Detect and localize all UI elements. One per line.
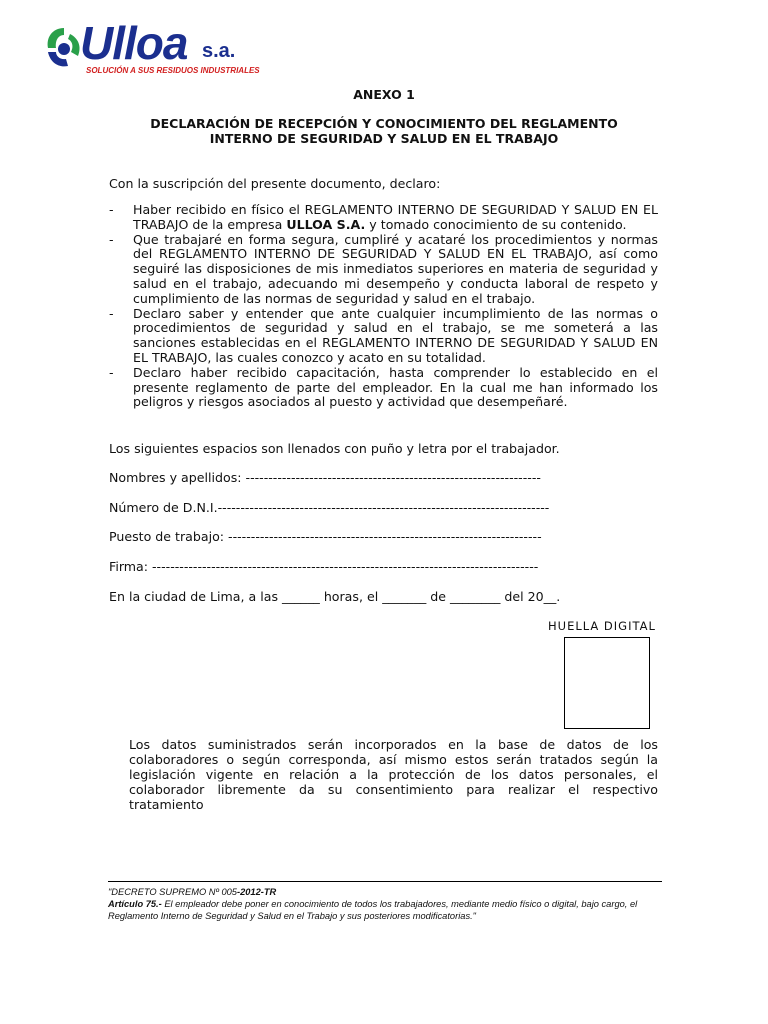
article-label: Artículo 75.- [108, 899, 162, 909]
footnote-decree [108, 887, 668, 899]
declaration-item [109, 233, 658, 307]
fingerprint-label: HUELLA DIGITAL [548, 619, 656, 633]
declaration-item [109, 203, 658, 233]
logo-suffix: s.a. [202, 40, 236, 62]
company-name: ULLOA S.A. [286, 216, 366, 232]
list-dash: - [109, 231, 114, 247]
list-dash: - [109, 364, 114, 380]
declaration-text: Declaro haber recibido capacitación, hasta comprender lo establecido en el presente reglamento de parte del empleador. En la cual me han informado los peligros y riesgos asociados al puesto y actividad que desempeñaré. [133, 364, 658, 410]
dni-field[interactable]: Número de D.N.I.------------------------------------------------------------------------- [109, 500, 550, 515]
decree-suffix: -2012-TR [236, 887, 277, 897]
document-title-line1: DECLARACIÓN DE RECEPCIÓN Y CONOCIMIENTO DEL REGLAMENTO [150, 116, 618, 131]
declaration-text: y tomado conocimiento de su contenido. [365, 216, 627, 232]
company-logo [44, 17, 260, 80]
names-field[interactable]: Nombres y apellidos: ----------------------------------------------------------------- [109, 470, 541, 485]
fingerprint-box[interactable] [564, 637, 650, 729]
footnote-article [108, 899, 668, 922]
declaration-item [109, 307, 658, 366]
annex-title: ANEXO 1 [353, 87, 415, 102]
data-protection-notice: Los datos suministrados serán incorporados en la base de datos de los colaboradores o según corresponda, así mismo estos serán tratados según la legislación vigente en relación a la protección de los datos personales, el colaborador libremente da su consentimiento para realizar el respectivo tratamiento [129, 737, 658, 812]
document-title-line2: INTERNO DE SEGURIDAD Y SALUD EN EL TRABAJO [209, 131, 559, 146]
position-field[interactable]: Puesto de trabajo: --------------------------------------------------------------------- [109, 529, 542, 544]
handwritten-instruction: Los siguientes espacios son llenados con puño y letra por el trabajador. [109, 441, 560, 456]
logo-wordmark: Ulloa [80, 17, 188, 69]
declaration-text: Que trabajaré en forma segura, cumpliré y acataré los procedimientos y normas del REGLAMENTO INTERNO DE SEGURIDAD Y SALUD EN EL TRABAJO, así como seguiré las disposiciones de mis inmediatos superiores en materia de seguridad y salud en el trabajo, adecuando mi desempeño y conducta laboral de respeto y cumplimiento de las normas de seguridad y salud en el trabajo. [133, 231, 658, 306]
list-dash: - [109, 202, 114, 217]
decree-prefix: "DECRETO SUPREMO Nº 005 [108, 887, 237, 897]
footnote-divider [108, 881, 662, 882]
city-date-field[interactable]: En la ciudad de Lima, a las ______ horas, el _______ de ________ del 20__. [109, 589, 561, 604]
recycle-icon [44, 24, 84, 70]
declaration-text: Declaro saber y entender que ante cualquier incumplimiento de las normas o procedimientos de seguridad y salud en el trabajo, se me someterá a las sanciones establecidas en el REGLAMENTO INTERNO DE SEGURIDAD Y SALUD EN EL TRABAJO, las cuales conozco y acato en su totalidad. [133, 305, 658, 365]
declaration-item [109, 366, 658, 410]
logo-tagline: SOLUCIÓN A SUS RESIDUOS INDUSTRIALES [86, 66, 260, 75]
signature-field[interactable]: Firma: ------------------------------------------------------------------------------------- [109, 559, 539, 574]
declarations-list [109, 203, 658, 410]
article-text: El empleador debe poner en conocimiento de todos los trabajadores, mediante medio físico o digital, bajo cargo, el Reglamento Interno de Seguridad y Salud en el Trabajo y sus posteriores modificatorias." [108, 899, 638, 921]
intro-text: Con la suscripción del presente documento, declaro: [109, 176, 441, 191]
declaration-text: Haber recibido en físico el REGLAMENTO INTERNO DE SEGURIDAD Y SALUD EN EL TRABAJO de la empresa [133, 202, 658, 232]
list-dash: - [109, 305, 114, 321]
